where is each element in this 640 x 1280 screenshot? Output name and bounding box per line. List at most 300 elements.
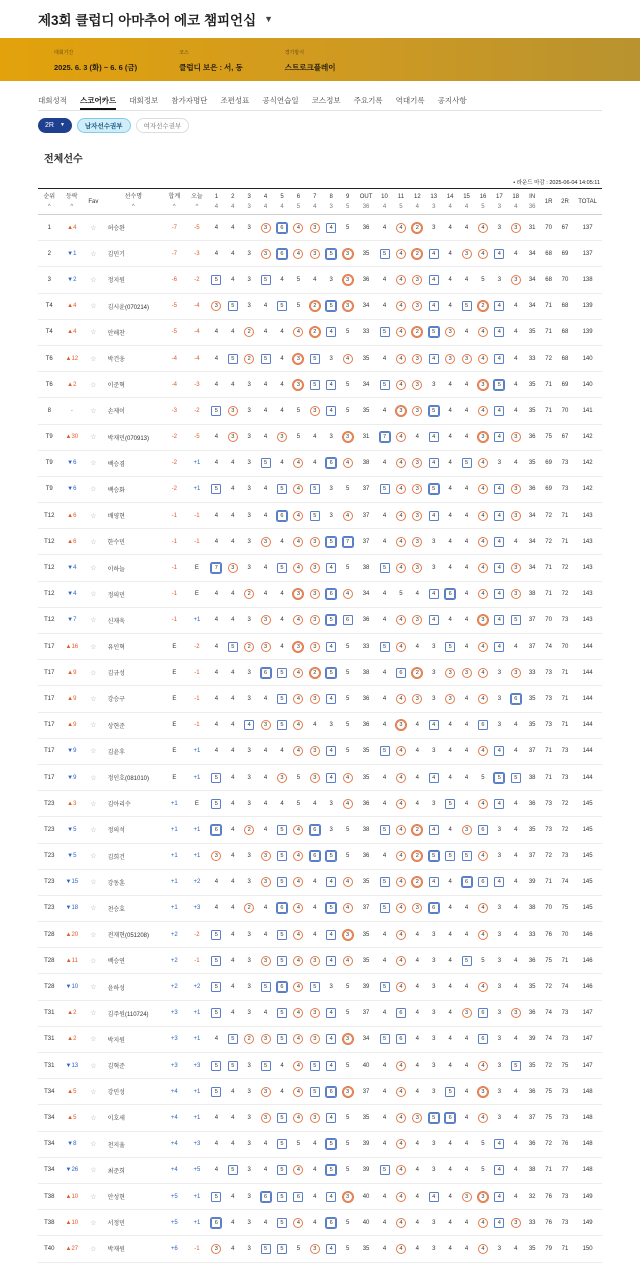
- tab-history[interactable]: 역대기록: [395, 96, 425, 105]
- header-sub: 3: [432, 203, 436, 210]
- score-value: 3: [445, 668, 455, 678]
- table-row[interactable]: [38, 319, 602, 345]
- hole-score: 4: [442, 764, 458, 790]
- total-cell: [163, 922, 186, 948]
- cell-value: -4: [194, 303, 200, 310]
- star-icon[interactable]: ☆: [90, 695, 97, 703]
- tab-groupings[interactable]: 조편성표: [220, 96, 250, 105]
- cell-value: +1: [193, 617, 201, 624]
- table-row[interactable]: [38, 634, 602, 660]
- r1-cell: [540, 974, 556, 1000]
- score-value: 5: [326, 615, 336, 625]
- hole-score: [339, 791, 355, 817]
- cell-value: 145: [582, 800, 593, 807]
- table-row[interactable]: [38, 345, 602, 371]
- table-row[interactable]: [38, 895, 602, 921]
- cell-value: T34: [44, 1088, 55, 1095]
- hole-score: 4: [409, 1157, 425, 1183]
- hole-score: [393, 1000, 409, 1026]
- total-strokes-cell: [573, 1105, 602, 1131]
- score-value: 6: [396, 1034, 406, 1044]
- score-value: 3: [310, 694, 320, 704]
- hole-score: [442, 319, 458, 345]
- hole-score: [508, 660, 524, 686]
- star-icon[interactable]: ☆: [90, 774, 97, 782]
- cell-value: -1: [171, 538, 177, 545]
- table-row[interactable]: [38, 529, 602, 555]
- hole-score: 5: [475, 948, 491, 974]
- score-value: 5: [511, 1061, 521, 1071]
- hole-score: 4: [409, 634, 425, 660]
- hole-score: 5: [290, 424, 306, 450]
- cell-value: -4: [171, 381, 177, 388]
- tab-results[interactable]: 대회성적: [38, 96, 67, 105]
- table-row[interactable]: [38, 1131, 602, 1157]
- move-cell: [61, 1131, 84, 1157]
- cell-value: T9: [45, 486, 53, 493]
- cell-value: T23: [44, 800, 55, 807]
- star-icon[interactable]: ☆: [90, 460, 97, 468]
- table-row[interactable]: [38, 974, 602, 1000]
- hole-score: [274, 1236, 290, 1262]
- star-icon[interactable]: ☆: [90, 722, 97, 730]
- cell-value: 73: [561, 1010, 569, 1017]
- hole-score: 4: [257, 372, 273, 398]
- player-name: [104, 529, 163, 555]
- cell-value: ▼26: [65, 1167, 79, 1174]
- hole-score: [290, 738, 306, 764]
- star-icon[interactable]: ☆: [90, 1167, 97, 1175]
- chevron-down-icon[interactable]: ▼: [264, 14, 274, 24]
- score-value: 4: [293, 458, 303, 468]
- star-icon[interactable]: ☆: [90, 538, 97, 546]
- hole-score: [339, 895, 355, 921]
- hole-score: 3: [426, 372, 442, 398]
- cell-value: 76: [545, 1219, 552, 1226]
- hole-score: [475, 712, 491, 738]
- out-cell: 34: [356, 1026, 377, 1052]
- hole-score: 4: [508, 843, 524, 869]
- star-icon[interactable]: ☆: [90, 329, 97, 337]
- rank-cell: [38, 503, 61, 529]
- hole-score: 4: [274, 450, 290, 476]
- star-icon[interactable]: ☆: [90, 1114, 97, 1122]
- table-row[interactable]: [38, 607, 602, 633]
- star-icon[interactable]: ☆: [90, 1193, 97, 1201]
- hole-score: [475, 869, 491, 895]
- star-icon[interactable]: ☆: [90, 565, 97, 573]
- tab-info[interactable]: 대회정보: [129, 96, 159, 105]
- hole-score: [290, 345, 306, 371]
- hole-score: [475, 345, 491, 371]
- round-select[interactable]: [38, 118, 72, 133]
- hole-score: [307, 843, 323, 869]
- move-cell: [61, 1105, 84, 1131]
- col-hole: 16 5: [475, 189, 491, 215]
- score-value: 4: [478, 1244, 488, 1254]
- total-strokes-cell: [573, 764, 602, 790]
- star-icon[interactable]: ☆: [90, 931, 97, 939]
- cell-value: T17: [44, 722, 55, 729]
- hole-score: 4: [225, 267, 241, 293]
- table-row[interactable]: [38, 1210, 602, 1236]
- score-value: 4: [478, 563, 488, 573]
- star-icon[interactable]: ☆: [90, 879, 97, 887]
- table-row[interactable]: [38, 712, 602, 738]
- hole-score: [339, 1183, 355, 1209]
- score-value: 3: [462, 1008, 472, 1018]
- col-hole: 7 4: [307, 189, 323, 215]
- table-row[interactable]: [38, 764, 602, 790]
- men-division-button[interactable]: 남자선수권부: [77, 118, 131, 133]
- cell-value: 신재욱: [107, 618, 125, 625]
- hole-score: [290, 1157, 306, 1183]
- score-value: 5: [277, 720, 287, 730]
- hole-score: [409, 1105, 425, 1131]
- score-value: 5: [211, 956, 221, 966]
- score-value: 4: [396, 694, 406, 704]
- star-icon[interactable]: ☆: [90, 434, 97, 442]
- star-icon[interactable]: ☆: [90, 276, 97, 284]
- cell-value: 74: [545, 1036, 552, 1043]
- tab-notices[interactable]: 공지사항: [437, 96, 467, 105]
- score-value: 5: [310, 354, 320, 364]
- cell-value: ▲6: [67, 538, 77, 545]
- cell-value: +1: [170, 826, 178, 833]
- star-icon[interactable]: ☆: [90, 512, 97, 520]
- star-icon[interactable]: ☆: [90, 617, 97, 625]
- hole-score: 4: [225, 817, 241, 843]
- star-icon[interactable]: ☆: [90, 853, 97, 861]
- hole-score: [376, 372, 392, 398]
- hole-score: [409, 450, 425, 476]
- score-value: 3: [310, 773, 320, 783]
- total-cell: [163, 634, 186, 660]
- player-name: [104, 1000, 163, 1026]
- table-row[interactable]: [38, 398, 602, 424]
- out-cell: 38: [356, 450, 377, 476]
- hole-score: 3: [241, 241, 257, 267]
- star-icon[interactable]: ☆: [90, 486, 97, 494]
- score-value: 6: [277, 249, 287, 259]
- r1-cell: [540, 215, 556, 241]
- r1-cell: [540, 634, 556, 660]
- score-value: 5: [429, 484, 439, 494]
- table-row[interactable]: [38, 1183, 602, 1209]
- header-sub: 4: [415, 203, 419, 210]
- hole-score: 4: [508, 241, 524, 267]
- cell-value: 148: [582, 1141, 593, 1148]
- star-icon[interactable]: ☆: [90, 748, 97, 756]
- hole-score: [323, 738, 339, 764]
- player-name: [104, 555, 163, 581]
- table-row[interactable]: [38, 1236, 602, 1262]
- table-row[interactable]: [38, 1026, 602, 1052]
- score-value: 4: [293, 746, 303, 756]
- hole-score: [442, 843, 458, 869]
- score-value: 4: [396, 1061, 406, 1071]
- hole-score: 4: [225, 581, 241, 607]
- r2-cell: [557, 267, 573, 293]
- table-row[interactable]: [38, 686, 602, 712]
- header-sub: 4: [231, 203, 235, 210]
- hole-score: [290, 1079, 306, 1105]
- hole-score: [475, 503, 491, 529]
- col-rank[interactable]: 순위 ^: [38, 189, 61, 215]
- table-row[interactable]: [38, 922, 602, 948]
- star-icon[interactable]: ☆: [90, 250, 97, 258]
- cell-value: T4: [45, 329, 53, 336]
- tab-scorecard[interactable]: 스코어카드: [80, 95, 116, 110]
- hole-score: [426, 503, 442, 529]
- star-icon[interactable]: ☆: [90, 381, 97, 389]
- table-row[interactable]: [38, 215, 602, 241]
- r2-cell: [557, 1131, 573, 1157]
- women-division-button[interactable]: 여자선수권부: [136, 118, 190, 133]
- hole-score: 5: [475, 1131, 491, 1157]
- cell-value: 148: [582, 1088, 593, 1095]
- table-row[interactable]: [38, 450, 602, 476]
- hole-score: 4: [442, 267, 458, 293]
- page-title-bar[interactable]: [0, 0, 640, 38]
- star-icon[interactable]: ☆: [90, 826, 97, 834]
- score-value: 3: [310, 249, 320, 259]
- table-row[interactable]: [38, 372, 602, 398]
- score-value: 5: [310, 511, 320, 521]
- hole-score: 5: [339, 1236, 355, 1262]
- score-value: 4: [293, 1165, 303, 1175]
- hole-score: 3: [426, 660, 442, 686]
- hole-score: [241, 895, 257, 921]
- table-row[interactable]: [38, 660, 602, 686]
- tab-practice[interactable]: 공식연습일: [262, 96, 299, 105]
- cell-value: 박재원: [107, 1247, 125, 1254]
- hole-score: 4: [225, 215, 241, 241]
- hole-score: 3: [241, 686, 257, 712]
- hole-score: 4: [458, 555, 474, 581]
- table-row[interactable]: [38, 241, 602, 267]
- star-icon[interactable]: ☆: [90, 984, 97, 992]
- cell-value: 76: [561, 1141, 569, 1148]
- col-today[interactable]: 오늘 ^: [186, 189, 209, 215]
- hole-score: 4: [274, 1053, 290, 1079]
- player-name: [104, 1131, 163, 1157]
- star-icon[interactable]: ☆: [90, 1088, 97, 1096]
- table-row[interactable]: [38, 869, 602, 895]
- table-row[interactable]: [38, 791, 602, 817]
- score-value: 2: [244, 354, 254, 364]
- score-value: 2: [244, 327, 254, 337]
- hole-score: 4: [376, 660, 392, 686]
- hole-score: [307, 948, 323, 974]
- cell-value: ▲16: [65, 643, 79, 650]
- hole-score: 4: [508, 738, 524, 764]
- hole-score: [393, 948, 409, 974]
- col-name[interactable]: 선수명 ^: [104, 189, 163, 215]
- hole-score: [290, 319, 306, 345]
- star-icon[interactable]: ☆: [90, 1141, 97, 1149]
- hole-score: [290, 712, 306, 738]
- r1-cell: [540, 791, 556, 817]
- col-total[interactable]: 합계 ^: [163, 189, 186, 215]
- hole-score: [339, 922, 355, 948]
- fav-cell: [83, 660, 104, 686]
- score-value: 3: [462, 354, 472, 364]
- tab-records[interactable]: 주요기록: [353, 96, 383, 105]
- star-icon[interactable]: ☆: [90, 957, 97, 965]
- score-value: 4: [293, 563, 303, 573]
- move-cell: [61, 948, 84, 974]
- star-icon[interactable]: ☆: [90, 355, 97, 363]
- cell-value: 72: [545, 538, 552, 545]
- hole-score: [409, 869, 425, 895]
- table-row[interactable]: [38, 581, 602, 607]
- cell-value: 71: [545, 303, 552, 310]
- rank-cell: [38, 581, 61, 607]
- hole-score: [274, 241, 290, 267]
- table-row[interactable]: [38, 293, 602, 319]
- star-icon[interactable]: ☆: [90, 1062, 97, 1070]
- total-cell: [163, 450, 186, 476]
- banner-label: 경기방식: [284, 50, 305, 56]
- hole-score: [339, 1026, 355, 1052]
- cell-value: ▲11: [65, 957, 78, 964]
- star-icon[interactable]: ☆: [90, 591, 97, 599]
- cell-value: ▲5: [67, 1114, 77, 1121]
- cell-value: 김주원(110724): [107, 1011, 149, 1018]
- hole-score: 4: [257, 476, 273, 502]
- hole-score: 4: [508, 1157, 524, 1183]
- col-move[interactable]: 등락 ^: [61, 189, 84, 215]
- hole-score: 5: [290, 1236, 306, 1262]
- r1-cell: [540, 843, 556, 869]
- hole-score: 3: [491, 817, 507, 843]
- today-cell: [186, 1000, 209, 1026]
- in-cell: 38: [524, 581, 540, 607]
- hole-score: 4: [257, 319, 273, 345]
- star-icon[interactable]: ☆: [90, 669, 97, 677]
- hole-score: [508, 686, 524, 712]
- table-row[interactable]: [38, 267, 602, 293]
- cell-value: ▼5: [67, 826, 77, 833]
- star-icon[interactable]: ☆: [90, 643, 97, 651]
- hole-score: 5: [339, 738, 355, 764]
- cell-value: ▼8: [67, 1141, 77, 1148]
- score-value: 3: [412, 380, 422, 390]
- hole-score: [393, 372, 409, 398]
- cell-value: 68: [561, 329, 569, 336]
- table-row[interactable]: [38, 476, 602, 502]
- tab-course[interactable]: 코스정보: [311, 96, 341, 105]
- star-icon[interactable]: ☆: [90, 224, 97, 232]
- star-icon[interactable]: ☆: [90, 800, 97, 808]
- table-row[interactable]: [38, 1000, 602, 1026]
- hole-score: 4: [409, 791, 425, 817]
- score-value: 4: [494, 642, 504, 652]
- score-value: 5: [228, 354, 238, 364]
- hole-score: 3: [241, 1000, 257, 1026]
- r2-cell: [557, 922, 573, 948]
- table-row[interactable]: [38, 424, 602, 450]
- table-row[interactable]: [38, 1053, 602, 1079]
- cell-value: +2: [170, 931, 178, 938]
- star-icon[interactable]: ☆: [90, 905, 97, 913]
- score-value: 3: [310, 1113, 320, 1123]
- score-value: 4: [478, 223, 488, 233]
- star-icon[interactable]: ☆: [90, 407, 97, 415]
- hole-score: 3: [426, 1236, 442, 1262]
- today-cell: [186, 1079, 209, 1105]
- hole-score: [241, 634, 257, 660]
- score-value: 3: [211, 301, 221, 311]
- hole-score: [307, 529, 323, 555]
- star-icon[interactable]: ☆: [90, 1219, 97, 1227]
- total-strokes-cell: [573, 215, 602, 241]
- hole-score: [225, 1026, 241, 1052]
- score-value: 4: [429, 511, 439, 521]
- table-row[interactable]: [38, 738, 602, 764]
- table-row[interactable]: [38, 1105, 602, 1131]
- score-value: 4: [478, 982, 488, 992]
- score-value: 3: [445, 354, 455, 364]
- hole-score: 4: [508, 817, 524, 843]
- cell-value: 73: [561, 1114, 569, 1121]
- move-cell: [61, 1210, 84, 1236]
- hole-score: 4: [208, 319, 224, 345]
- in-cell: 36: [524, 476, 540, 502]
- score-value: 4: [429, 773, 439, 783]
- star-icon[interactable]: ☆: [90, 1036, 97, 1044]
- fav-cell: [83, 372, 104, 398]
- star-icon[interactable]: ☆: [90, 1245, 97, 1253]
- cell-value: 정의민: [107, 592, 125, 599]
- hole-score: [208, 1000, 224, 1026]
- rank-cell: [38, 634, 61, 660]
- cell-value: 강민성: [107, 1090, 125, 1097]
- star-icon[interactable]: ☆: [90, 1010, 97, 1018]
- star-icon[interactable]: ☆: [90, 303, 97, 311]
- hole-score: [274, 843, 290, 869]
- hole-score: [307, 1105, 323, 1131]
- hole-score: 3: [241, 791, 257, 817]
- table-row[interactable]: [38, 503, 602, 529]
- table-row[interactable]: [38, 1079, 602, 1105]
- today-cell: [186, 424, 209, 450]
- hole-score: 4: [225, 712, 241, 738]
- hole-score: [376, 895, 392, 921]
- move-cell: [61, 1079, 84, 1105]
- score-value: 5: [310, 380, 320, 390]
- hole-score: 3: [241, 1210, 257, 1236]
- player-name: [104, 1157, 163, 1183]
- table-row[interactable]: [38, 555, 602, 581]
- player-name: [104, 634, 163, 660]
- tab-entrants[interactable]: 참가자명단: [171, 96, 208, 105]
- score-value: 3: [343, 249, 353, 259]
- table-row[interactable]: [38, 843, 602, 869]
- cell-value: ▼7: [67, 617, 77, 624]
- table-row[interactable]: [38, 817, 602, 843]
- hole-score: 4: [225, 607, 241, 633]
- cell-value: 68: [545, 250, 552, 257]
- score-value: 4: [478, 903, 488, 913]
- score-value: 6: [326, 589, 336, 599]
- hole-score: 5: [339, 1105, 355, 1131]
- player-name: [104, 738, 163, 764]
- table-row[interactable]: [38, 1157, 602, 1183]
- r1-cell: [540, 895, 556, 921]
- table-row[interactable]: [38, 948, 602, 974]
